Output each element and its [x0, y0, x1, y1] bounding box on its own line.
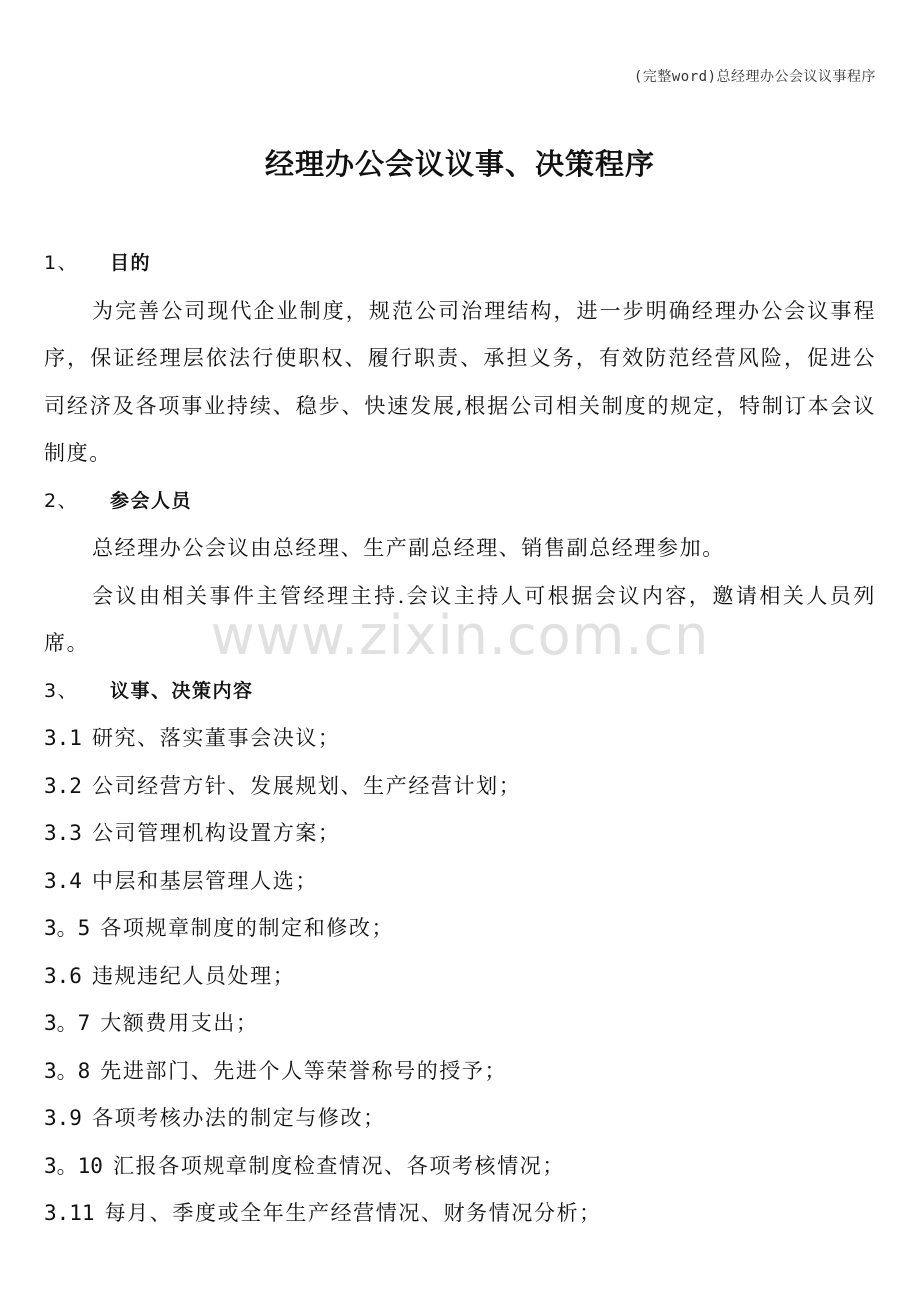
item-text: 违规违纪人员处理；: [91, 963, 296, 988]
item-code: 3.6: [44, 963, 82, 988]
item-text: 大额费用支出；: [100, 1011, 259, 1035]
document-title: 经理办公会议议事、决策程序: [264, 147, 655, 181]
list-item: [44, 810, 876, 858]
section-heading: [44, 240, 876, 288]
document-body: [44, 240, 876, 1238]
item-code: 3。8: [44, 1058, 91, 1083]
page-header: (完整word)总经理办公会议议事程序: [633, 69, 876, 85]
item-code: 3.3: [44, 821, 82, 845]
item-code: 3.9: [44, 1106, 82, 1130]
list-item: [44, 715, 876, 763]
section-title: 议事、决策内容: [110, 679, 254, 702]
item-code: 3.1: [44, 726, 82, 750]
list-item: [44, 1190, 876, 1238]
list-item: [44, 1048, 876, 1096]
list-item: [44, 905, 876, 953]
list-item: [44, 953, 876, 1001]
paragraph: 总经理办公会议由总经理、生产副总经理、销售副总经理参加。: [92, 536, 725, 560]
list-item: [44, 763, 876, 811]
item-text: 先进部门、先进个人等荣誉称号的授予；: [100, 1058, 508, 1083]
item-text: 各项考核办法的制定与修改；: [91, 1106, 386, 1130]
item-text: 公司经营方针、发展规划、生产经营计划；: [91, 773, 522, 798]
item-text: 每月、季度或全年生产经营情况、财务情况分析；: [104, 1201, 602, 1225]
section-heading: [44, 478, 876, 526]
section-heading: [44, 668, 876, 716]
list-item: [44, 858, 876, 906]
item-code: 3。7: [44, 1011, 91, 1035]
section-number: 3、: [44, 679, 79, 702]
item-code: 3。5: [44, 916, 91, 940]
item-text: 各项规章制度的制定和修改；: [100, 916, 395, 940]
list-item: [44, 1095, 876, 1143]
paragraph: 为完善公司现代企业制度，规范公司治理结构，进一步明确经理办公会议事程序，保证经理层依法行使职权、履行职责、承担义务，有效防范经营风险，促进公司经济及各项事业持续、稳步、快速发展,根据公司相关制度的规定，特制订本会议制度。: [44, 298, 876, 465]
item-code: 3.4: [44, 868, 82, 893]
item-code: 3.2: [44, 773, 82, 798]
watermark: www.zixin.com.cn: [210, 604, 710, 667]
item-text: 中层和基层管理人选；: [91, 868, 318, 893]
section-title: 参会人员: [110, 489, 193, 512]
item-text: 公司管理机构设置方案；: [91, 821, 341, 845]
paragraph: 会议由相关事件主管经理主持.会议主持人可根据会议内容，邀请相关人员列席。: [44, 583, 876, 655]
item-code: 3.11: [44, 1201, 95, 1225]
list-item: [44, 1143, 876, 1191]
item-text: 研究、落实董事会决议；: [91, 726, 341, 750]
section-title: 目的: [110, 252, 152, 274]
item-code: 3。10: [44, 1153, 103, 1178]
list-item: [44, 1000, 876, 1048]
item-text: 汇报各项规章制度检查情况、各项考核情况；: [112, 1153, 565, 1178]
section-number: 1、: [44, 252, 79, 274]
section-number: 2、: [44, 489, 79, 512]
